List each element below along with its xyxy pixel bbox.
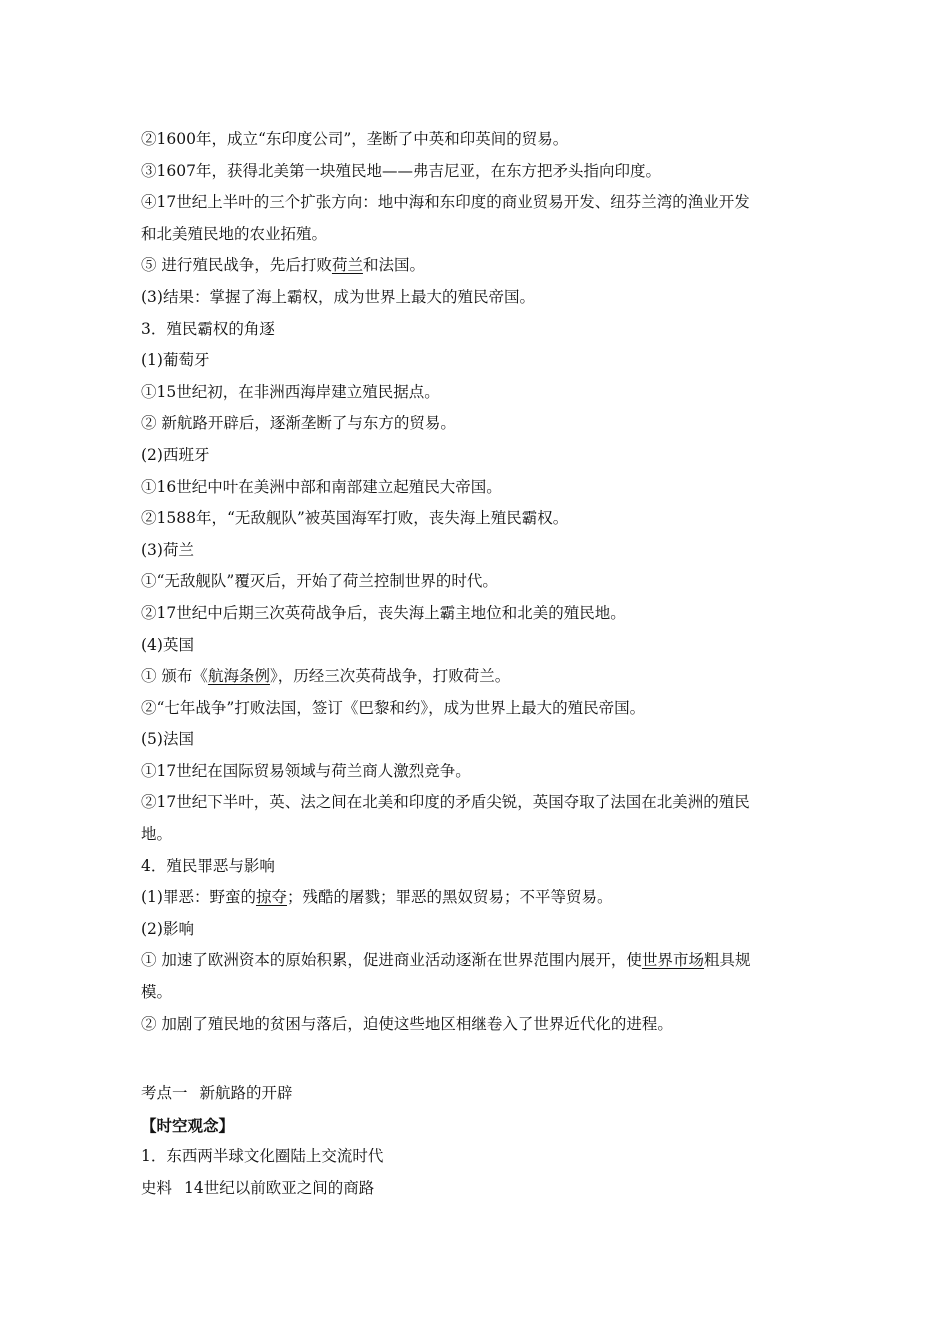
text-line: ④17世纪上半叶的三个扩张方向：地中海和东印度的商业贸易开发、纽芬兰湾的渔业开发: [141, 193, 750, 212]
text-line: ②“七年战争”打败法国，签订《巴黎和约》，成为世界上最大的殖民帝国。: [141, 698, 646, 717]
document-page: [141, 124, 821, 1205]
text-line: 地。: [141, 825, 173, 844]
source-caption: 史料 14世纪以前欧亚之间的商路: [141, 1179, 375, 1197]
text-line: 模。: [141, 983, 173, 1002]
text-line: ②17世纪下半叶，英、法之间在北美和印度的矛盾尖锐，英国夺取了法国在北美洲的殖民: [141, 793, 750, 812]
text-line: 3．殖民霸权的角逐: [141, 319, 275, 338]
text-line: ①15世纪初，在非洲西海岸建立殖民据点。: [141, 382, 440, 401]
text-line: ① 颁布《航海条例》，历经三次英荷战争，打败荷兰。: [141, 667, 511, 686]
concept-label: 【时空观念】: [141, 1115, 235, 1135]
text-line: ②17世纪中后期三次英荷战争后，丧失海上霸主地位和北美的殖民地。: [141, 603, 626, 622]
text-line: (5)法国: [141, 730, 194, 749]
underlined-term: 掠夺: [255, 888, 287, 907]
text-line: 和北美殖民地的农业拓殖。: [141, 224, 328, 243]
text-line: ① 加速了欧洲资本的原始积累，促进商业活动逐渐在世界范围内展开，使世界市场粗具规: [141, 951, 751, 970]
text-line: 4．殖民罪恶与影响: [141, 856, 275, 875]
section-heading: 考点一 新航路的开辟: [141, 1084, 293, 1103]
underlined-term: 世界市场: [641, 951, 704, 970]
underlined-term: 荷兰: [331, 256, 363, 275]
text-line: (2)西班牙: [141, 445, 210, 464]
text-line: ②1588年，“无敌舰队”被英国海军打败，丧失海上殖民霸权。: [141, 509, 569, 528]
text-line: ② 加剧了殖民地的贫困与落后，迫使这些地区相继卷入了世界近代化的进程。: [141, 1014, 673, 1033]
text-line: ①17世纪在国际贸易领域与荷兰商人激烈竞争。: [141, 761, 471, 780]
underlined-term: 航海条例: [207, 667, 270, 686]
text-line: ⑤ 进行殖民战争，先后打败荷兰和法国。: [141, 256, 425, 275]
text-line: (3)结果：掌握了海上霸权，成为世界上最大的殖民帝国。: [141, 287, 535, 306]
item-heading: 1．东西两半球文化圈陆上交流时代: [141, 1147, 384, 1166]
text-line: (1)罪恶：野蛮的掠夺；残酷的屠戮；罪恶的黑奴贸易；不平等贸易。: [141, 888, 613, 907]
text-line: (2)影响: [141, 919, 194, 938]
text-line: ①“无敌舰队”覆灭后，开始了荷兰控制世界的时代。: [141, 572, 498, 591]
body-text: [141, 124, 821, 1040]
text-line: (3)荷兰: [141, 540, 194, 559]
text-line: ②1600年，成立“东印度公司”，垄断了中英和印英间的贸易。: [141, 130, 569, 148]
text-line: (4)英国: [141, 635, 194, 654]
text-line: (1)葡萄牙: [141, 351, 210, 370]
text-line: ② 新航路开辟后，逐渐垄断了与东方的贸易。: [141, 414, 456, 433]
text-line: ①16世纪中叶在美洲中部和南部建立起殖民大帝国。: [141, 477, 502, 496]
text-line: ③1607年，获得北美第一块殖民地——弗吉尼亚，在东方把矛头指向印度。: [141, 161, 661, 180]
